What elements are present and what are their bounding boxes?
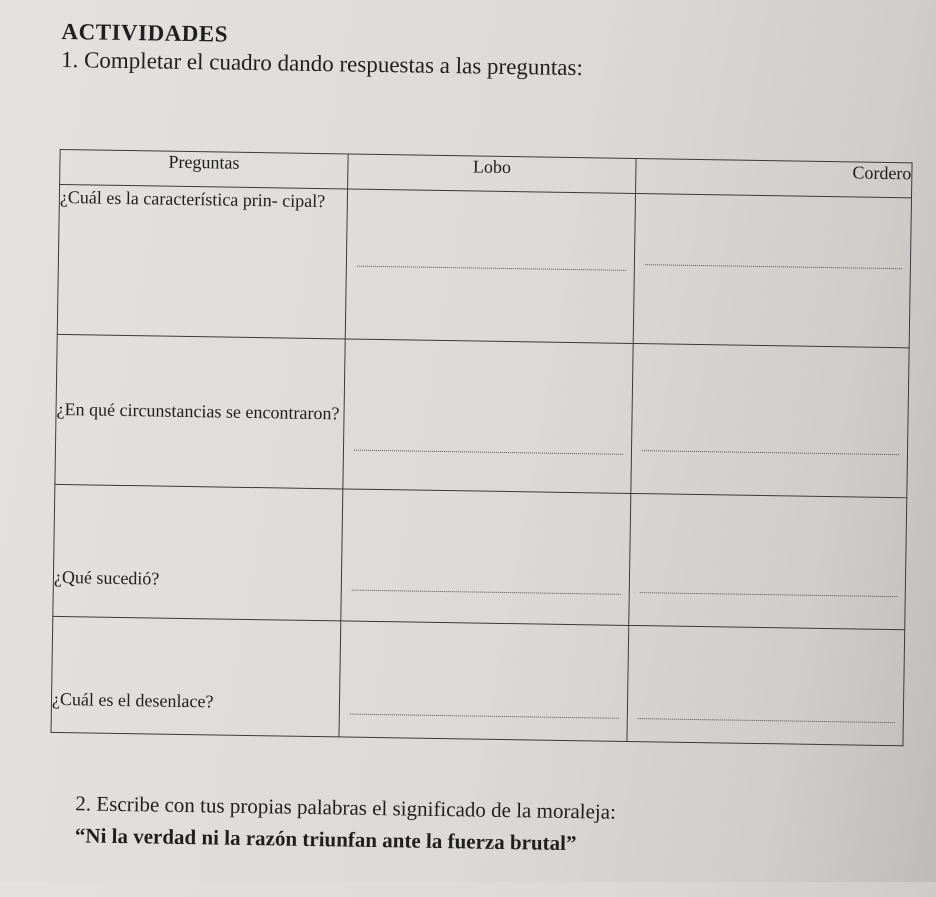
answer-line — [357, 266, 626, 271]
answer-line — [352, 590, 621, 595]
answer-line — [642, 450, 899, 455]
instruction-2: 2. Escribe con tus propias palabras el significado de la moraleja: — [75, 791, 617, 824]
question-3: ¿Qué sucedió? — [53, 484, 343, 621]
instruction-1: 1. Completar el cuadro dando respuestas a las preguntas: — [60, 46, 584, 81]
table-row — [51, 616, 905, 745]
question-4: ¿Cuál es el desenlace? — [51, 616, 341, 737]
answer-line — [640, 592, 897, 597]
answer-table — [50, 149, 912, 746]
header-lobo: Lobo — [348, 154, 637, 194]
question-2: ¿En qué circunstancias se encontraron? — [55, 334, 345, 489]
table-row — [57, 184, 911, 347]
question-1: ¿Cuál es la característica prin- cipal? — [57, 184, 347, 339]
answer-line — [645, 264, 902, 269]
answer-lobo-4[interactable] — [339, 621, 629, 742]
answer-lobo-3[interactable] — [341, 489, 631, 626]
activities-heading: ACTIVIDADES — [61, 18, 229, 47]
answer-cordero-4[interactable] — [627, 625, 905, 745]
answer-lobo-1[interactable] — [345, 189, 635, 344]
answer-line — [354, 450, 623, 455]
answer-cordero-1[interactable] — [633, 194, 911, 348]
answer-line — [638, 718, 895, 723]
table-row — [53, 484, 907, 629]
header-preguntas: Preguntas — [60, 149, 349, 189]
answer-line — [350, 714, 619, 719]
answer-cordero-2[interactable] — [631, 343, 909, 497]
answer-cordero-3[interactable] — [629, 493, 907, 629]
answer-lobo-2[interactable] — [343, 339, 633, 494]
moral-quote: “Ni la verdad ni la razón triunfan ante la fuerza brutal” — [74, 823, 577, 856]
header-cordero: Cordero — [636, 159, 913, 198]
table-row — [55, 334, 909, 497]
